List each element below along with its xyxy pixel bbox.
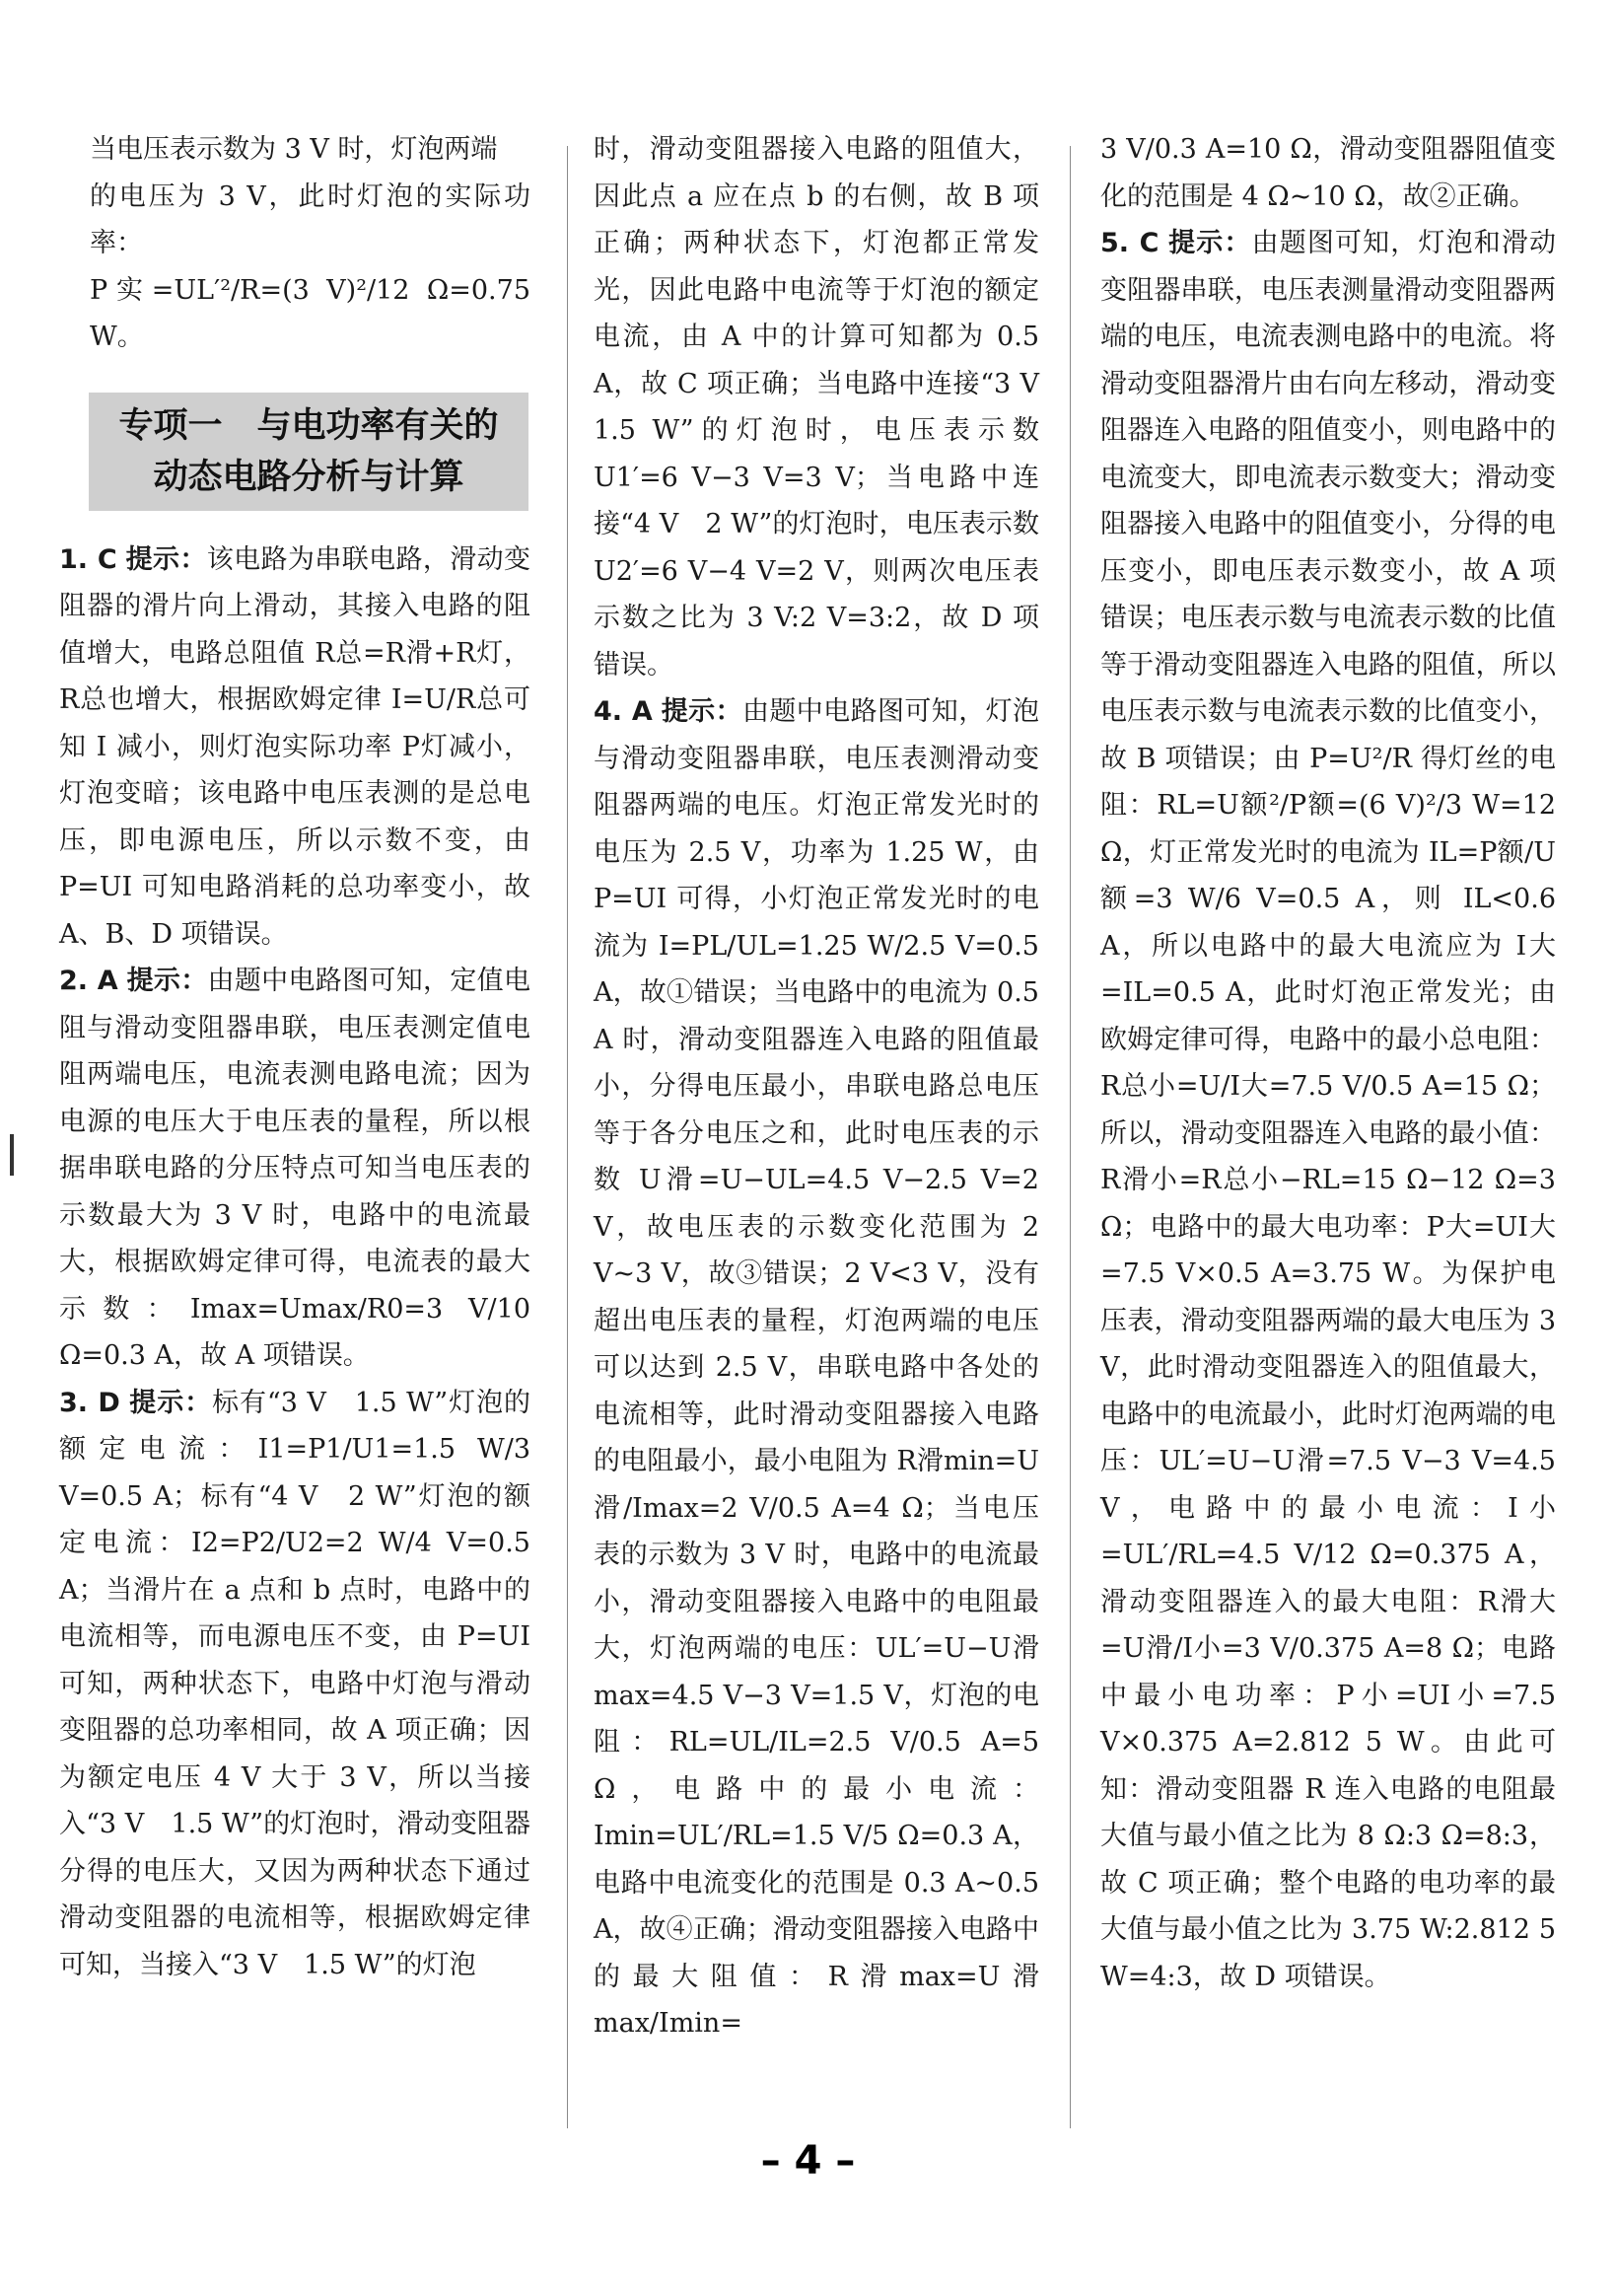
hint-label: 提示： xyxy=(661,696,742,727)
answer-label: 5. C xyxy=(1100,228,1159,258)
hint-label: 提示： xyxy=(125,543,207,575)
section-title-line-2: 动态电路分析与计算 xyxy=(153,457,464,497)
intro-formula: P实=UL′²/R=(3 V)²/12 Ω=0.75 W。 xyxy=(90,274,530,352)
scan-edge-mark xyxy=(10,1134,14,1176)
answer-text: 由题图可知，灯泡和滑动变阻器串联，电压表测量滑动变阻器两端的电压，电流表测电路中的电流。将滑动变阻器滑片由右向左移动，滑动变阻器连入电路的阻值变小，则电路中的电流变大，即电流表示数变大；滑动变阻器接入电路中的阻值变小，分得的电压变小，即电压表示数变小，故 A 项错误；电压表示数与电流表示数的比值等于滑动变阻器连入电路的阻值，所以电压表示数与电流表示数的比值变小，故 B 项错误；由 P=U²/R 得灯丝的电阻：RL=U额²/P额=(6 V)²/3 W=12 Ω，灯正常发光时的电流为 IL=P额/U额=3 W/6 V=0.5 A，则 IL<0.6 A，所以电路中的最大电流应为 I大=IL=0.5 A，此时灯泡正常发光；由欧姆定律可得，电路中的最小总电阻：R总小=U/I大=7.5 V/0.5 A=15 Ω；所以，滑动变阻器连入电路的最小值：R滑小=R总小−RL=15 Ω−12 Ω=3 Ω；电路中的最大电功率：P大=UI大=7.5 V×0.5 A=3.75 W。为保护电压表，滑动变阻器两端的最大电压为 3 V，此时滑动变阻器连入的阻值最大，电路中的电流最小，此时灯泡两端的电压：UL′=U−U滑=7.5 V−3 V=4.5 V，电路中的最小电流：I小=UL′/RL=4.5 V/12 Ω=0.375 A，滑动变阻器连入的最大电阻：R滑大=U滑/I小=3 V/0.375 A=8 Ω；电路中最小电功率：P小=UI小=7.5 V×0.375 A=2.812 5 W。由此可知：滑动变阻器 R 连入电路的电阻最大值与最小值之比为 8 Ω:3 Ω=8:3，故 C 项正确；整个电路的电功率的最大值与最小值之比为 3.75 W:2.812 5 W=4:3，故 D 项错误。 xyxy=(1100,228,1557,1992)
answer-item-5 xyxy=(1100,220,1556,2000)
answer-label: 3. D xyxy=(59,1387,120,1418)
continuation-text: 时，滑动变阻器接入电路的阻值大，因此点 a 应在点 b 的右侧，故 B 项正确；两种状态下，灯泡都正常发光，因此电路中电流等于灯泡的额定电流，由 A 中的计算可知都为 0.5 A，故 C 项正确；当电路中连接“3 V 1.5 W”的灯泡时，电压表示数 U1′=6 V−3 V=3 V；当电路中连接“4 V 2 W”的灯泡时，电压表示数 U2′=6 V−4 V=2 V，则两次电压表示数之比为 3 V:2 V=3:2，故 D 项错误。 xyxy=(594,134,1066,681)
hint-label: 提示： xyxy=(126,966,208,996)
column-divider-left xyxy=(567,146,568,2128)
answer-text: 由题中电路图可知，定值电阻与滑动变阻器串联，电压表测定值电阻两端电压，电流表测电路电流；因为电源的电压大于电压表的量程，所以根据串联电路的分压特点可知当电压表的示数最大为 3 V 时，电路中的电流最大，根据欧姆定律可得，电流表的最大示数：Imax=Umax/R0=3 V/10 Ω=0.3 A，故 A 项错误。 xyxy=(59,966,530,1371)
answer-label: 4. A xyxy=(594,696,653,727)
column-divider-right xyxy=(1070,146,1071,2128)
answer-label: 1. C xyxy=(59,543,117,575)
answer-item-4 xyxy=(594,688,1039,2047)
answer-item-1 xyxy=(59,537,530,959)
continuation-text: 3 V/0.3 A=10 Ω，滑动变阻器阻值变化的范围是 4 Ω~10 Ω，故②正确。 xyxy=(1100,134,1556,212)
intro-line-1: 当电压表示数为 3 V 时，灯泡两端 xyxy=(90,134,498,165)
intro-line-2: 的电压为 3 V，此时灯泡的实际功率： xyxy=(90,180,530,258)
column-3 xyxy=(1100,126,1556,2000)
answer-text: 该电路为串联电路，滑动变阻器的滑片向上滑动，其接入电路的阻值增大，电路总阻值 R总=R滑+R灯，R总也增大，根据欧姆定律 I=U/R总可知 I 减小，则灯泡实际功率 P灯减小，灯泡变暗；该电路中电压表测的是总电压，即电源电压，所以示数不变，由 P=UI 可知电路消耗的总功率变小，故 A、B、D 项错误。 xyxy=(59,543,531,950)
section-title xyxy=(89,393,528,511)
section-title-line-1: 专项一 与电功率有关的 xyxy=(118,405,499,446)
answer-text: 标有“3 V 1.5 W”灯泡的额定电流：I1=P1/U1=1.5 W/3 V=0.5 A；标有“4 V 2 W”灯泡的额定电流：I2=P2/U2=2 W/4 V=0.5 A；当滑片在 a 点和 b 点时，电路中的电流相等，而电源电压不变，由 P=UI 可知，两种状态下，电路中灯泡与滑动变阻器的总功率相同，故 A 项正确；因为额定电压 4 V 大于 3 V，所以当接入“3 V 1.5 W”的灯泡时，滑动变阻器分得的电压大，又因为两种状态下通过滑动变阻器的电流相等，根据欧姆定律可知，当接入“3 V 1.5 W”的灯泡 xyxy=(59,1387,530,1980)
column-1 xyxy=(59,126,530,1988)
answer-item-2 xyxy=(59,958,530,1380)
hint-label: 提示： xyxy=(129,1387,213,1418)
hint-label: 提示： xyxy=(1168,228,1252,258)
answer-text: 由题中电路图可知，灯泡与滑动变阻器串联，电压表测滑动变阻器两端的电压。灯泡正常发光时的电压为 2.5 V，功率为 1.25 W，由 P=UI 可得，小灯泡正常发光时的电流为 I=PL/UL=1.25 W/2.5 V=0.5 A，故①错误；当电路中的电流为 0.5 A 时，滑动变阻器连入电路的阻值最小，分得电压最小，串联电路总电压等于各分电压之和，此时电压表的示数 U滑=U−UL=4.5 V−2.5 V=2 V，故电压表的示数变化范围为 2 V~3 V，故③错误；2 V<3 V，没有超出电压表的量程，灯泡两端的电压可以达到 2.5 V，串联电路中各处的电流相等，此时滑动变阻器接入电路的电阻最小，最小电阻为 R滑min=U滑/Imax=2 V/0.5 A=4 Ω；当电压表的示数为 3 V 时，电路中的电流最小，滑动变阻器接入电路中的电阻最大，灯泡两端的电压：UL′=U−U滑max=4.5 V−3 V=1.5 V，灯泡的电阻：RL=UL/IL=2.5 V/0.5 A=5 Ω，电路中的最小电流：Imin=UL′/RL=1.5 V/5 Ω=0.3 A，电路中电流变化的范围是 0.3 A~0.5 A，故④正确；滑动变阻器接入电路中的最大阻值：R滑max=U滑max/Imin= xyxy=(594,696,1040,2039)
page-number: – 4 – xyxy=(760,2138,856,2184)
answer-label: 2. A xyxy=(59,966,118,996)
column-2 xyxy=(594,126,1066,2047)
answer-item-3 xyxy=(59,1380,530,1989)
